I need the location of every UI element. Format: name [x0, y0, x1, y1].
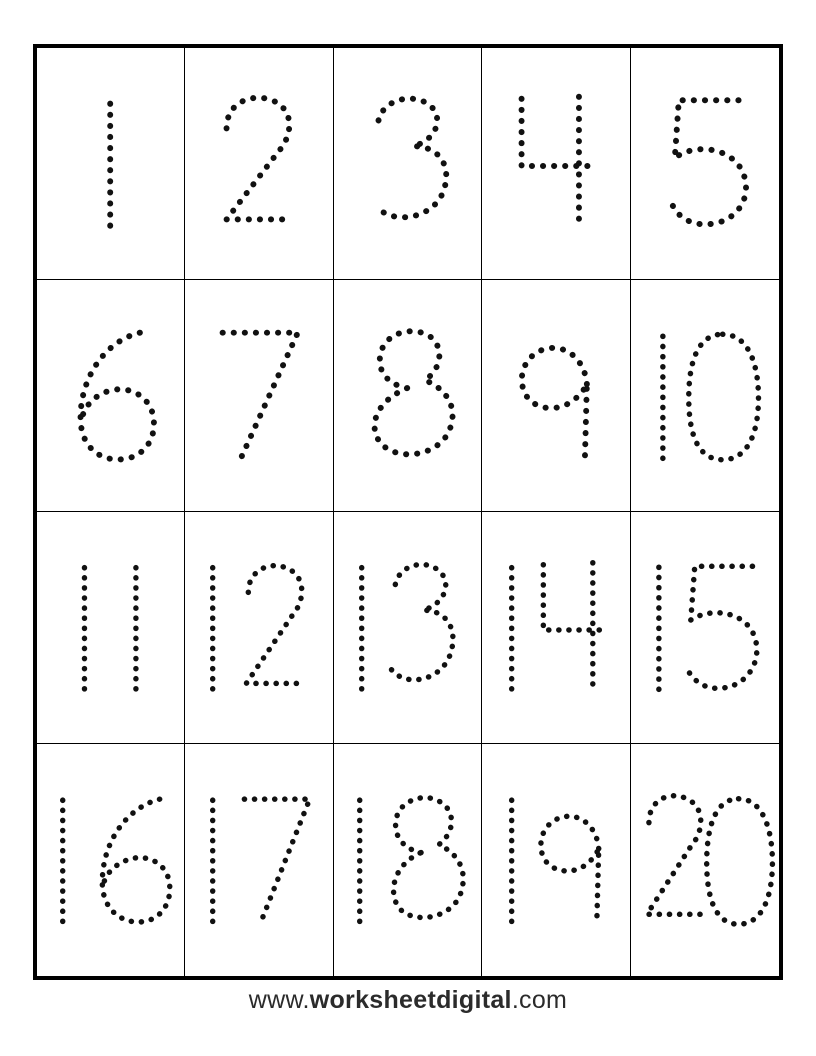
grid-cell-15: [631, 512, 779, 744]
grid-cell-11: [37, 512, 185, 744]
footer-website-url: [0, 986, 816, 1015]
trace-number-1: [37, 48, 184, 279]
grid-cell-4: [482, 48, 630, 280]
grid-cell-8: [334, 280, 482, 512]
trace-number-15: [631, 512, 779, 743]
trace-number-2: [185, 48, 332, 279]
grid-cell-18: [334, 744, 482, 976]
number-grid: [33, 44, 783, 980]
trace-number-5: [631, 48, 779, 279]
grid-cell-12: [185, 512, 333, 744]
trace-number-10: [631, 280, 779, 511]
trace-number-9: [482, 280, 629, 511]
grid-cell-16: [37, 744, 185, 976]
grid-cell-14: [482, 512, 630, 744]
trace-number-17: [185, 744, 332, 976]
trace-number-11: [37, 512, 184, 743]
trace-number-4: [482, 48, 629, 279]
grid-cell-7: [185, 280, 333, 512]
footer-url-prefix: www.: [248, 986, 310, 1014]
grid-cell-9: [482, 280, 630, 512]
grid-cell-3: [334, 48, 482, 280]
grid-cell-1: [37, 48, 185, 280]
trace-number-6: [37, 280, 184, 511]
footer-url-brand: worksheetdigital: [309, 986, 512, 1014]
footer-url-suffix: .com: [511, 986, 568, 1014]
trace-number-8: [334, 280, 481, 511]
grid-cell-10: [631, 280, 779, 512]
grid-cell-19: [482, 744, 630, 976]
trace-number-19: [482, 744, 629, 976]
grid-cell-20: [631, 744, 779, 976]
trace-number-13: [334, 512, 481, 743]
trace-number-20: [631, 744, 779, 976]
trace-number-12: [185, 512, 332, 743]
trace-number-3: [334, 48, 481, 279]
trace-number-7: [185, 280, 332, 511]
grid-cell-13: [334, 512, 482, 744]
trace-number-18: [334, 744, 481, 976]
grid-cell-5: [631, 48, 779, 280]
grid-cell-17: [185, 744, 333, 976]
grid-cell-2: [185, 48, 333, 280]
trace-number-16: [37, 744, 184, 976]
grid-cell-6: [37, 280, 185, 512]
trace-number-14: [482, 512, 629, 743]
